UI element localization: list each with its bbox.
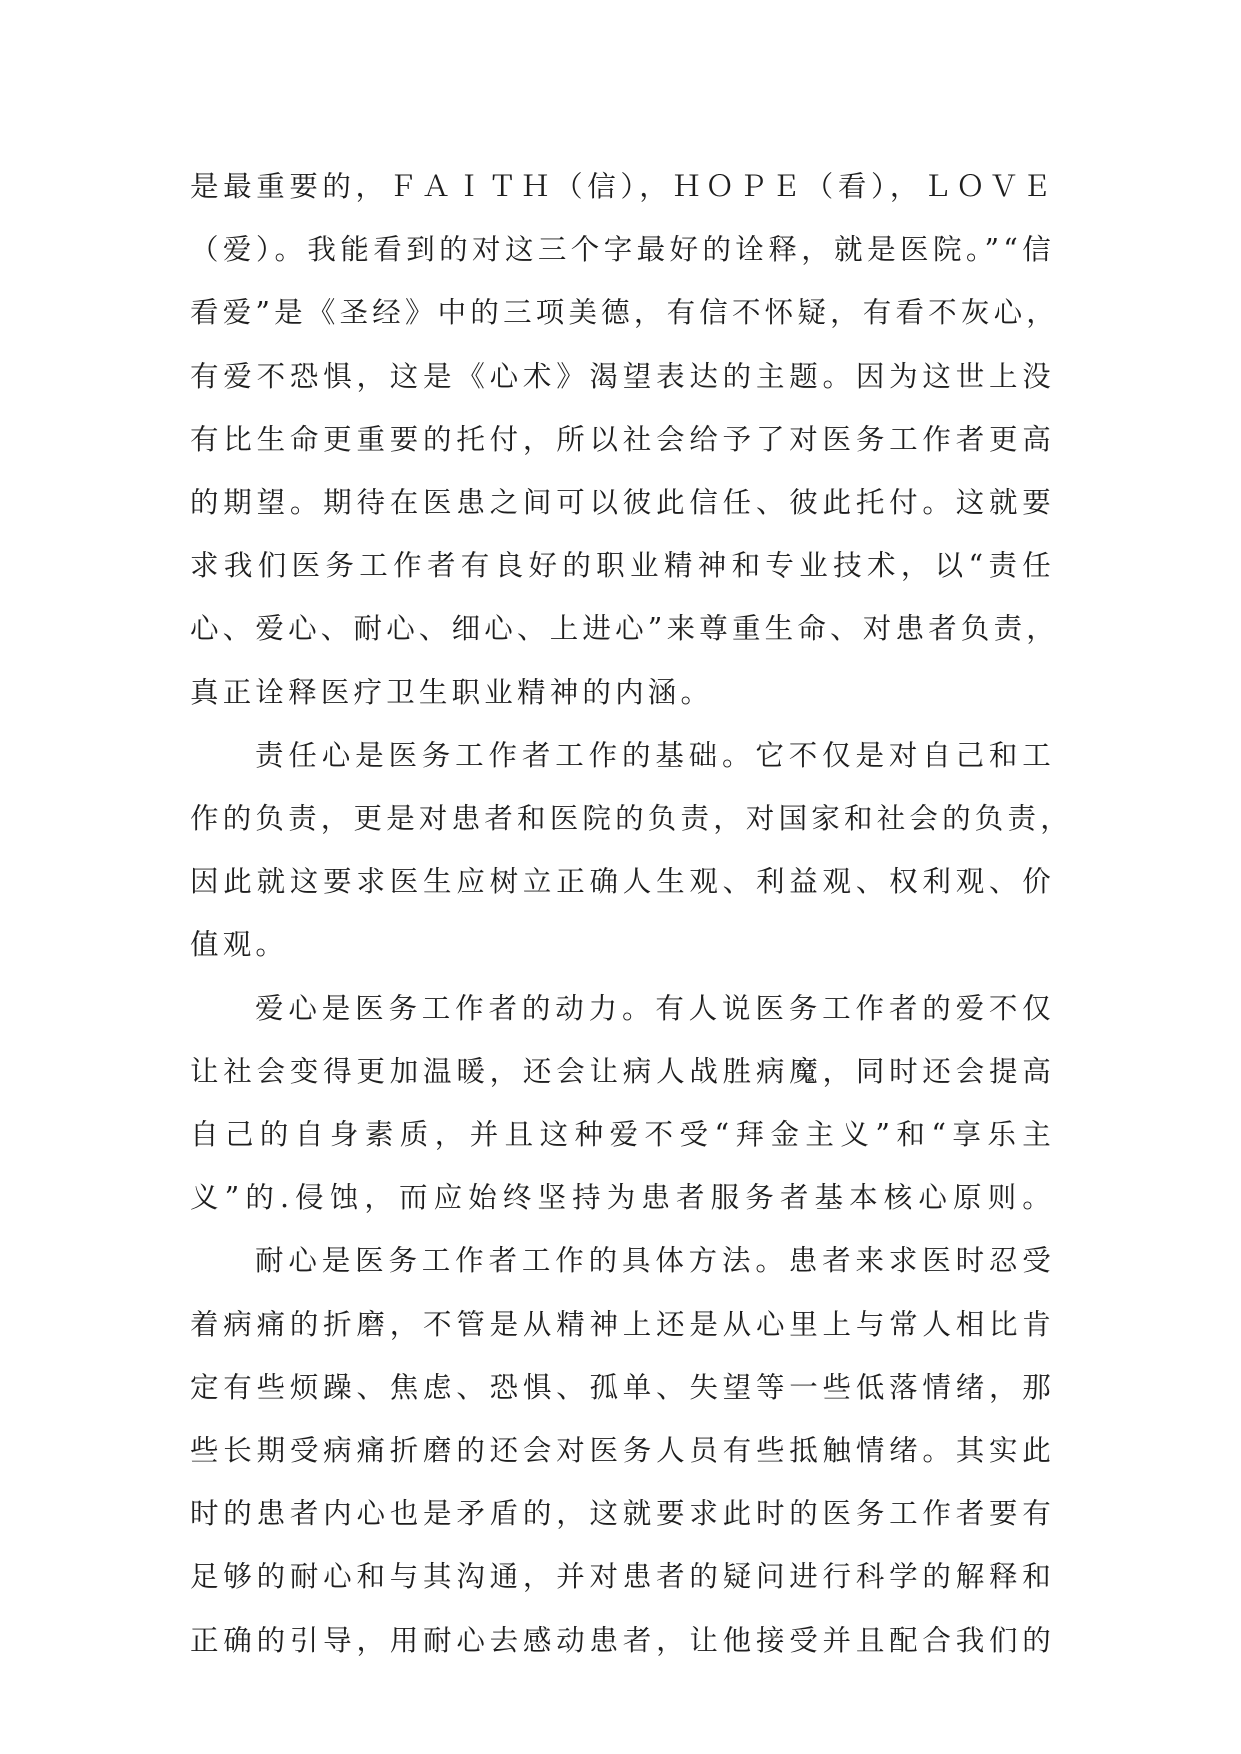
text-line: （爱）。我能看到的对这三个字最好的诠释，就是医院。”“信 <box>190 233 1055 267</box>
text-line: 的期望。期待在医患之间可以彼此信任、彼此托付。这就要 <box>190 486 1055 520</box>
text-line: 求我们医务工作者有良好的职业精神和专业技术，以“责任 <box>190 549 1055 583</box>
text-line: 时的患者内心也是矛盾的，这就要求此时的医务工作者要有 <box>190 1497 1055 1531</box>
text-line: 值观。 <box>190 928 289 962</box>
text-line: 有爱不恐惧，这是《心术》渴望表达的主题。因为这世上没 <box>190 359 1055 393</box>
text-line: 正确的引导，用耐心去感动患者，让他接受并且配合我们的 <box>190 1623 1055 1657</box>
paragraph-responsibility <box>190 724 1073 977</box>
paragraph-patience <box>190 1229 1055 1671</box>
text-line: 真正诠释医疗卫生职业精神的内涵。 <box>190 675 714 709</box>
paragraph-intro <box>190 155 1059 724</box>
paragraph-love <box>190 977 1055 1230</box>
text-line: 作的负责，更是对患者和医院的负责，对国家和社会的负责， <box>190 802 1073 836</box>
text-line: 让社会变得更加温暖，还会让病人战胜病魔，同时还会提高 <box>190 1054 1055 1088</box>
text-line: 耐心是医务工作者工作的具体方法。患者来求医时忍受 <box>255 1244 1055 1278</box>
text-line: 爱心是医务工作者的动力。有人说医务工作者的爱不仅 <box>255 991 1055 1025</box>
text-line: 着病痛的折磨，不管是从精神上还是从心里上与常人相比肯 <box>190 1307 1055 1341</box>
text-line: 看爱”是《圣经》中的三项美德，有信不怀疑，有看不灰心， <box>190 296 1059 330</box>
text-line: 有比生命更重要的托付，所以社会给予了对医务工作者更高 <box>190 422 1055 456</box>
text-line: 自己的自身素质，并且这种爱不受“拜金主义”和“享乐主 <box>190 1118 1055 1152</box>
text-line: 心、爱心、耐心、细心、上进心”来尊重生命、对患者负责， <box>190 612 1059 646</box>
text-line: 定有些烦躁、焦虑、恐惧、孤单、失望等一些低落情绪，那 <box>190 1370 1055 1404</box>
text-line: 些长期受病痛折磨的还会对医务人员有些抵触情绪。其实此 <box>190 1434 1055 1468</box>
text-line: 责任心是医务工作者工作的基础。它不仅是对自己和工 <box>255 738 1055 772</box>
document-body <box>190 155 1073 1672</box>
text-line: 因此就这要求医生应树立正确人生观、利益观、权利观、价 <box>190 865 1055 899</box>
text-line: 足够的耐心和与其沟通，并对患者的疑问进行科学的解释和 <box>190 1560 1055 1594</box>
text-line: 义”的.侵蚀，而应始终坚持为患者服务者基本核心原则。 <box>190 1181 1055 1215</box>
text-line: 是最重要的，ＦＡＩＴＨ（信），ＨＯＰＥ（看），ＬＯＶＥ <box>190 170 1055 203</box>
